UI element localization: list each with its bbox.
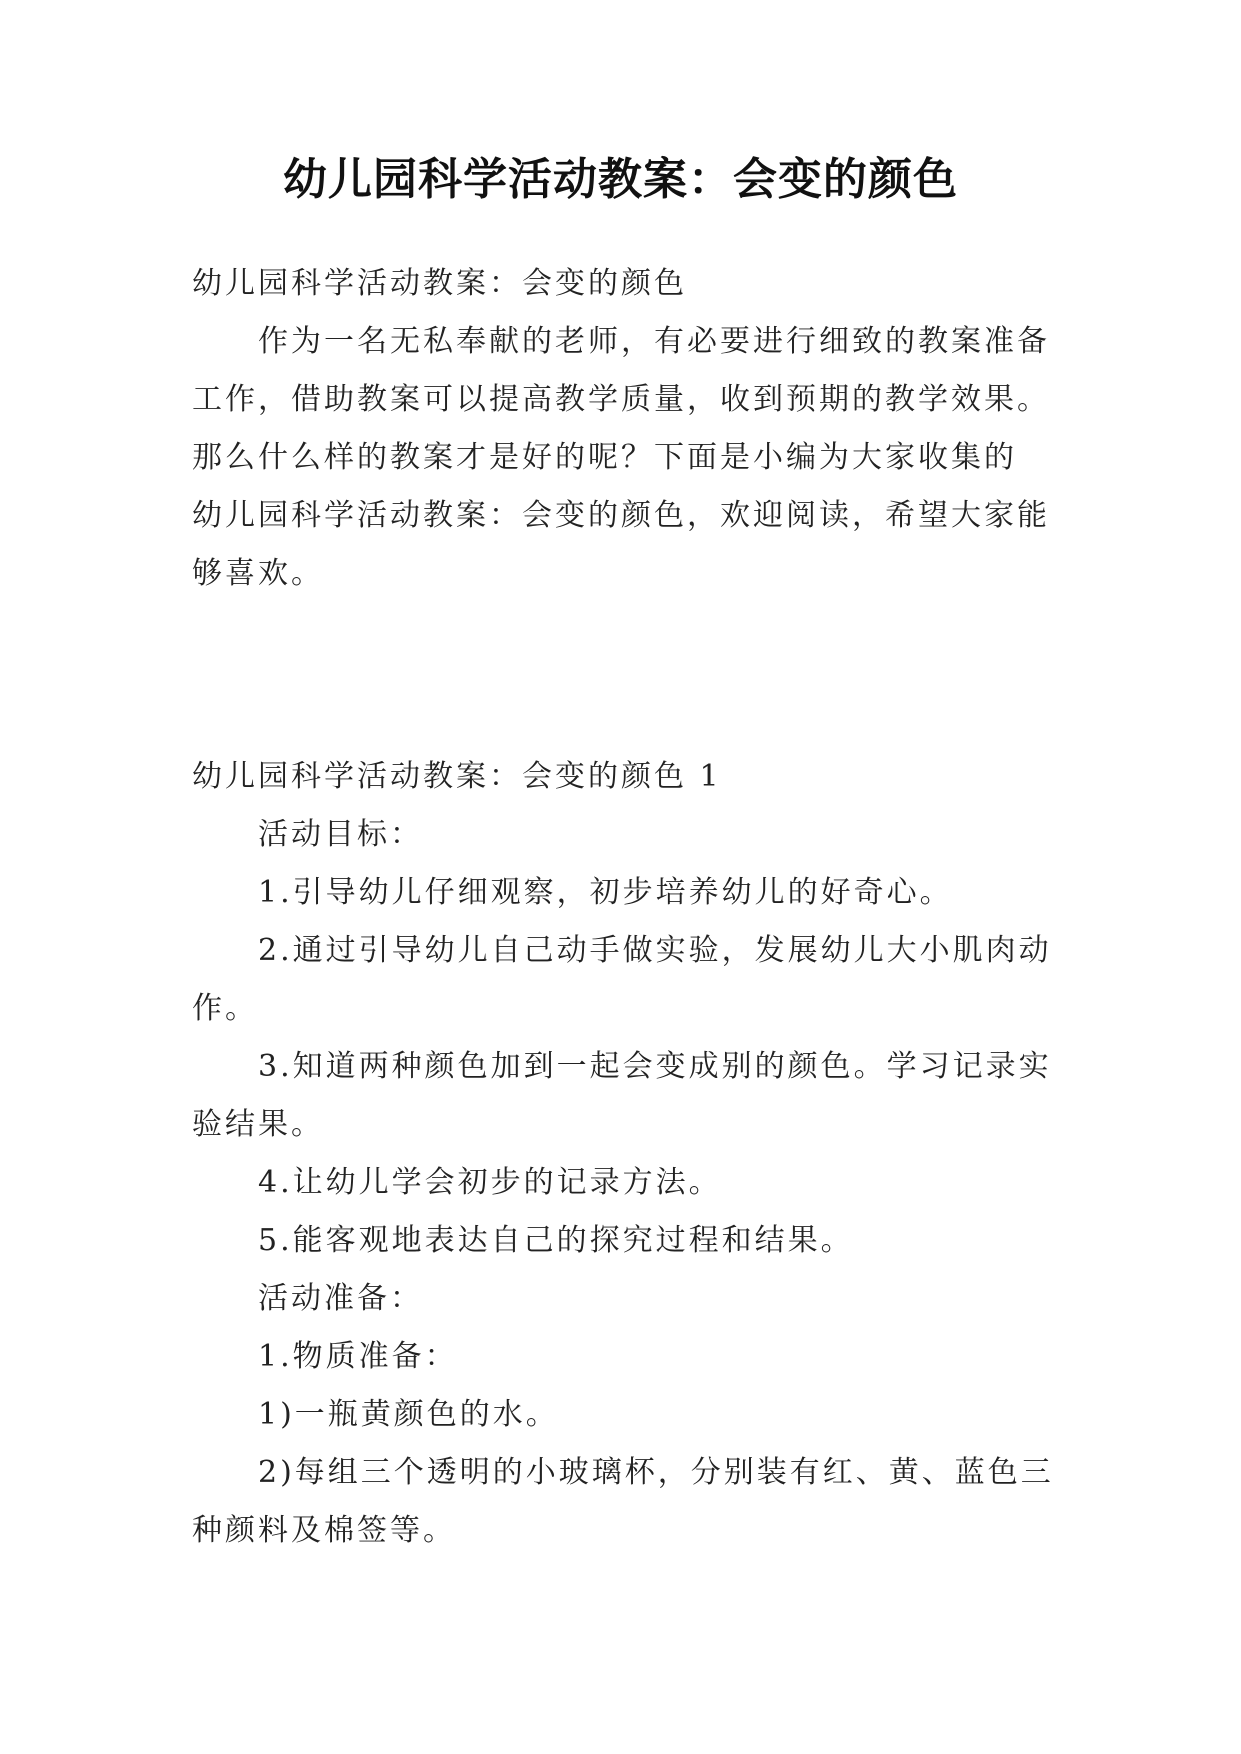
goal-item-continued: 验结果。 [192,1107,324,1142]
prep-subitem-continued: 种颜料及棉签等。 [192,1513,456,1548]
intro-paragraph-line: 作为一名无私奉献的老师，有必要进行细致的教案准备 [258,324,1050,359]
intro-paragraph-line: 工作，借助教案可以提高教学质量，收到预期的教学效果。 [192,382,1050,417]
goal-item: 4.让幼儿学会初步的记录方法。 [258,1165,722,1200]
goal-item: 2.通过引导幼儿自己动手做实验，发展幼儿大小肌肉动 [258,933,1052,968]
goal-item: 3.知道两种颜色加到一起会变成别的颜色。学习记录实 [258,1049,1052,1084]
section-heading: 幼儿园科学活动教案：会变的颜色 1 [192,759,722,794]
goal-item-continued: 作。 [192,991,258,1026]
prep-item: 1.物质准备： [258,1339,458,1374]
goals-label: 活动目标： [258,817,423,852]
goal-item: 5.能客观地表达自己的探究过程和结果。 [258,1223,854,1258]
prep-subitem: 2)每组三个透明的小玻璃杯，分别装有红、黄、蓝色三 [258,1455,1054,1490]
intro-section [192,255,1062,603]
prep-label: 活动准备： [258,1281,423,1316]
document-title: 幼儿园科学活动教案：会变的颜色 [283,154,958,205]
section-1 [192,748,1062,1560]
intro-paragraph-line: 幼儿园科学活动教案：会变的颜色，欢迎阅读，希望大家能 [192,498,1050,533]
intro-paragraph-line: 够喜欢。 [192,556,324,591]
intro-paragraph-line: 那么什么样的教案才是好的呢？下面是小编为大家收集的 [192,440,1017,475]
prep-subitem: 1)一瓶黄颜色的水。 [258,1397,559,1432]
goal-item: 1.引导幼儿仔细观察，初步培养幼儿的好奇心。 [258,875,953,910]
intro-heading: 幼儿园科学活动教案：会变的颜色 [192,266,687,301]
